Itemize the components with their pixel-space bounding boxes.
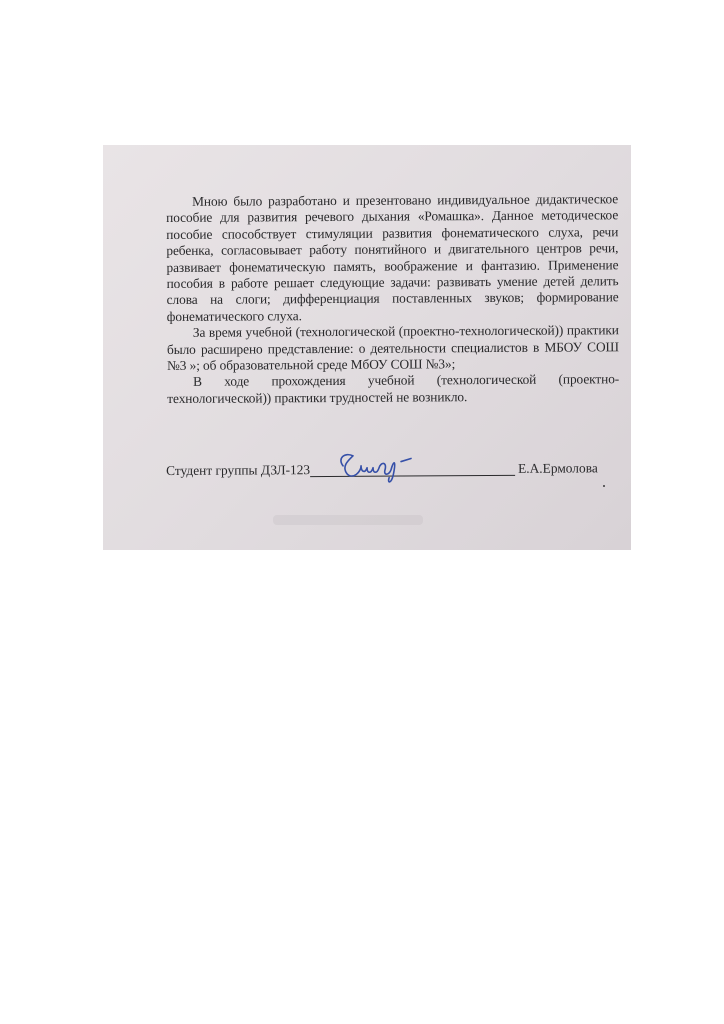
student-name: Е.А.Ермолова	[518, 460, 598, 476]
document-photo	[103, 145, 631, 550]
handwritten-signature	[331, 443, 431, 488]
signature-block	[166, 454, 606, 487]
paragraph-2: За время учебной (технологической (проектно-технологической)) практики было расширено представление: о деятельности специалистов в МБОУ СОШ №3 »; об образовательной среде МбОУ СОШ №3»;	[166, 322, 619, 374]
student-group-label: Студент группы ДЗЛ-123	[166, 462, 311, 478]
paragraph-3: В ходе прохождения учебной (технологической (проектно-технологической)) практики трудностей не возникло.	[167, 371, 620, 406]
ink-dot	[603, 485, 605, 487]
document-body	[166, 191, 619, 407]
paragraph-1: Мною было разработано и презентовано индивидуальное дидактическое пособие для развития речевого дыхания «Ромашка». Данное методическое пособие способствует стимуляции развития фонематического слуха, речи ребенка, согласовывает работу понятийного и двигательного центров речи, развивает фонематическую память, воображение и фантазию. Применение пособия в работе решает следующие задачи: развивать умение детей делить слова на слоги; дифференциация поставленных звуков; формирование фонематического слуха.	[166, 191, 619, 324]
